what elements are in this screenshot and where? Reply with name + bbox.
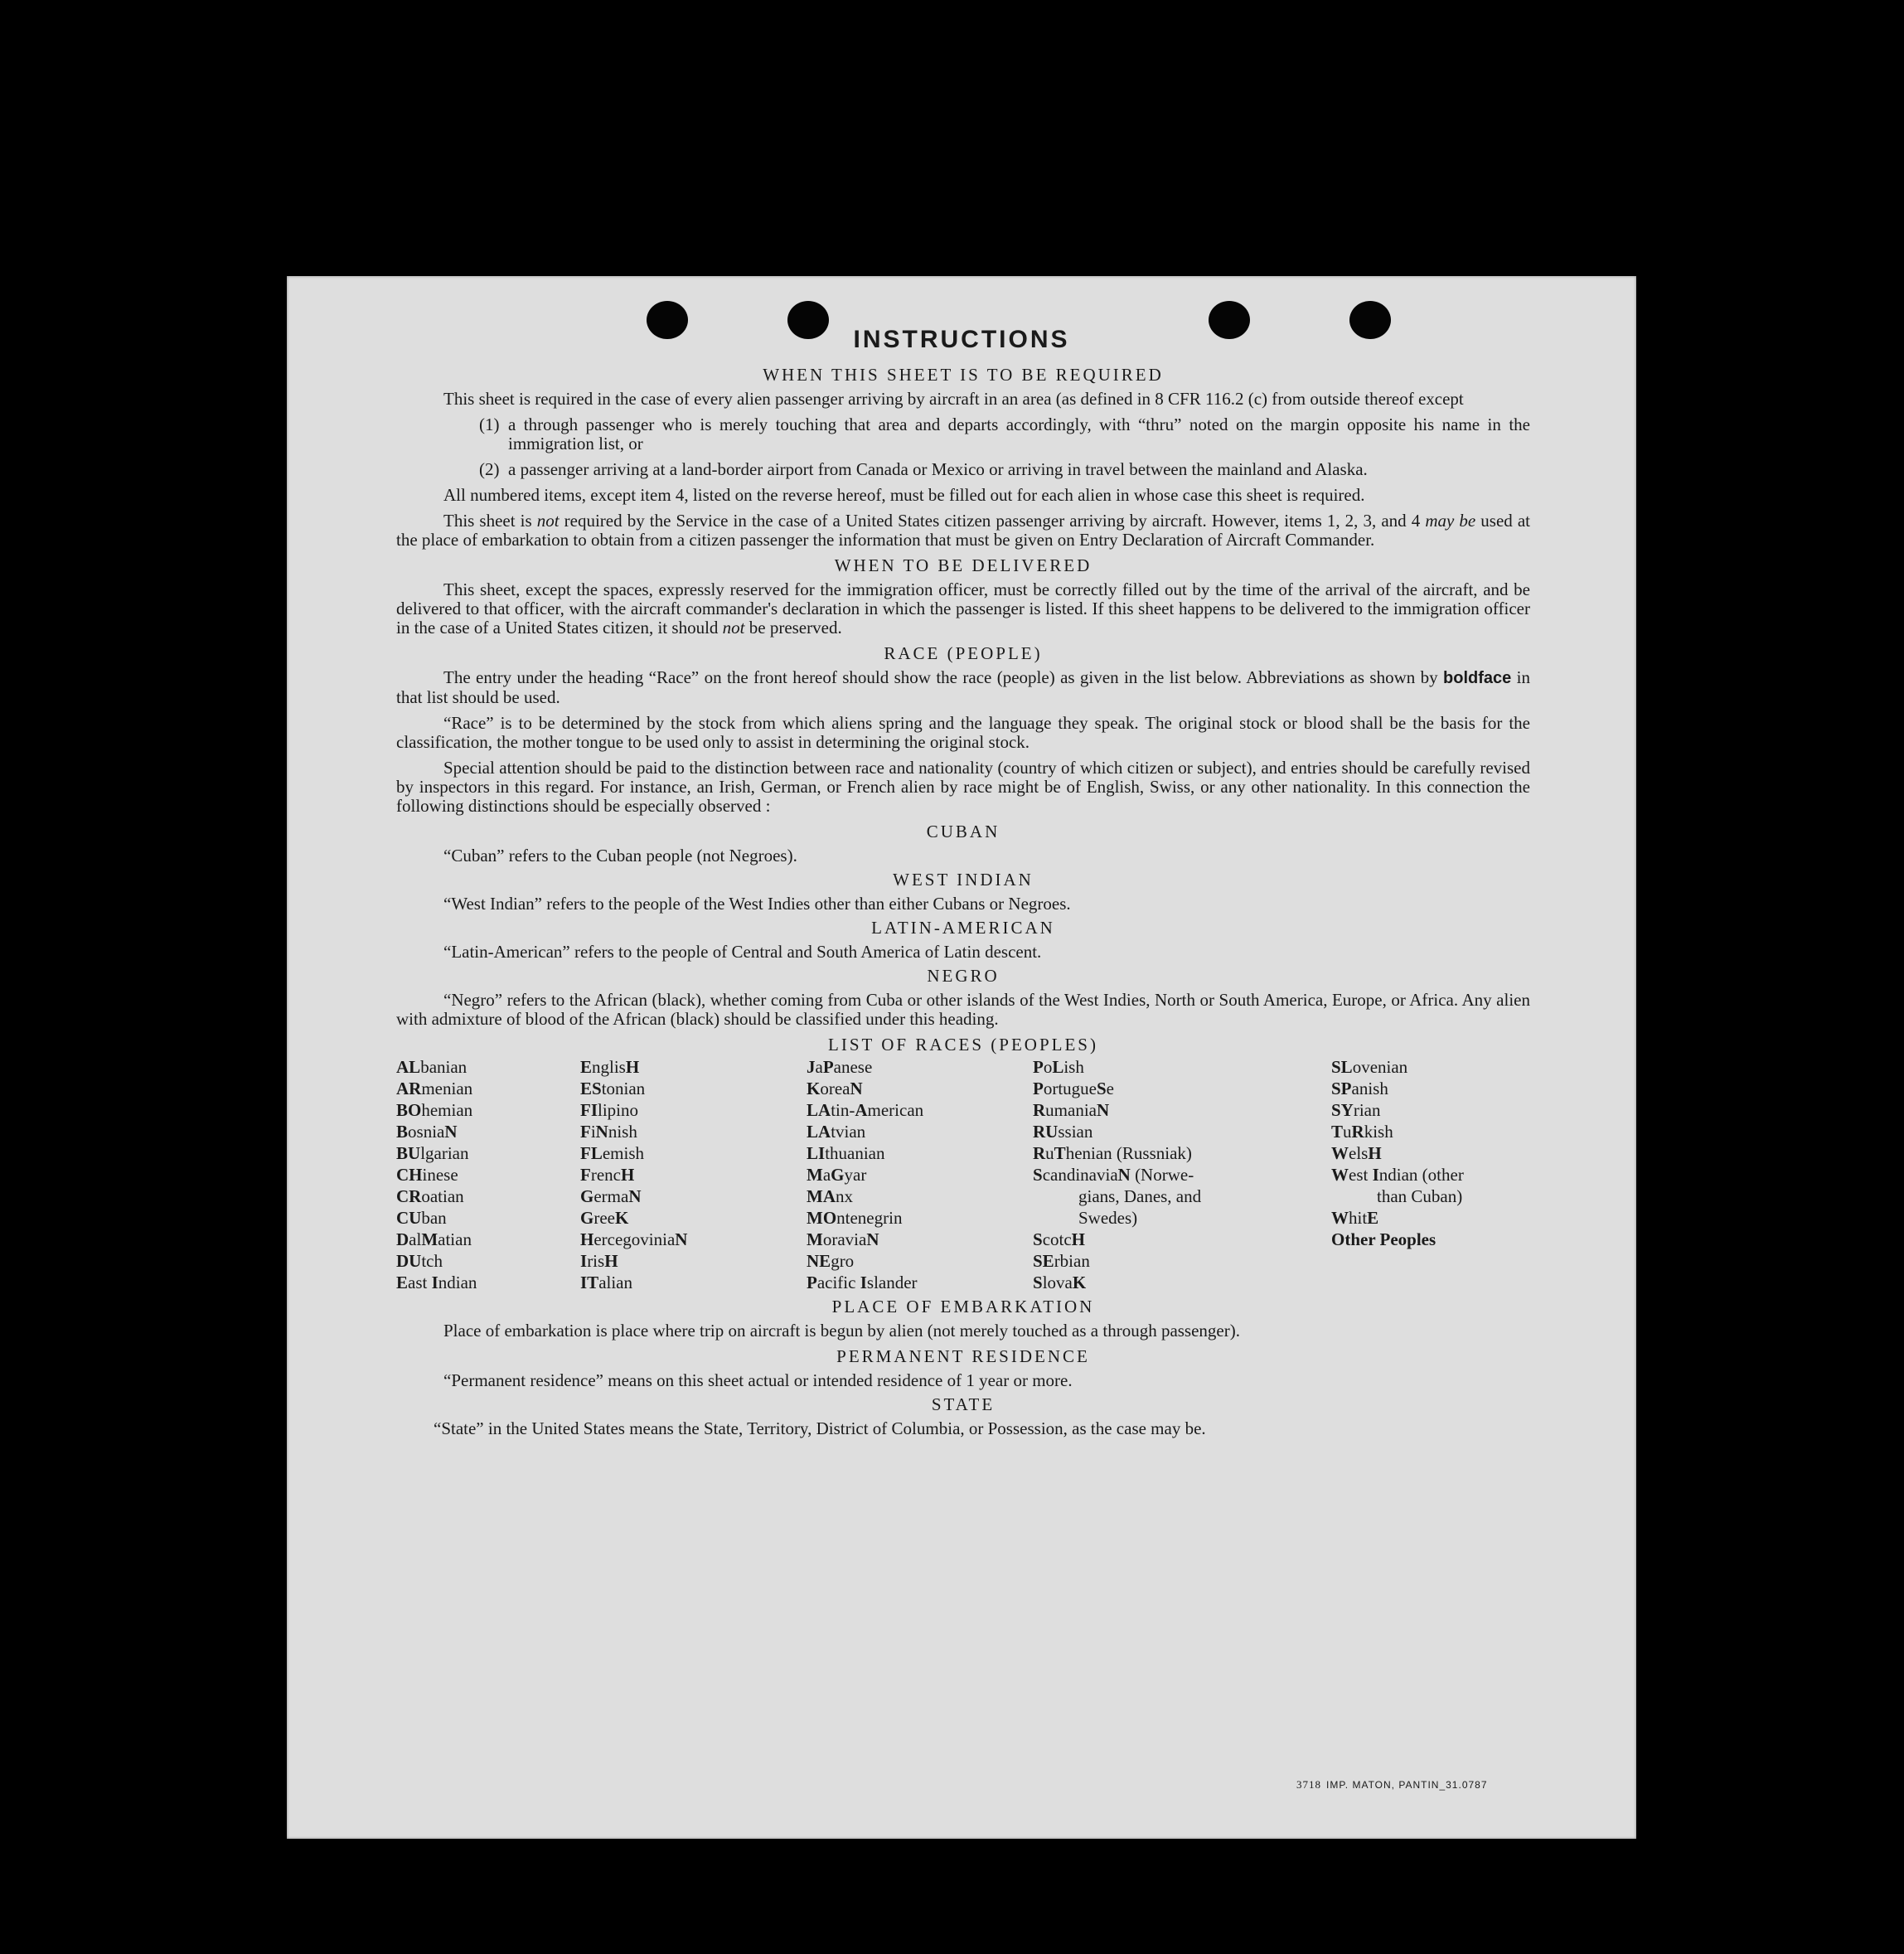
paragraph: All numbered items, except item 4, listed on the reverse hereof, must be filled out for each alien in whose case this sheet is required. [443,485,1365,505]
race-entry-continuation: gians, Danes, and [1078,1186,1202,1206]
paragraph: This sheet is not required by the Service in the case of a United States citizen passenger arriving by aircraft. However, items 1, 2, 3, and 4 may be used at the place of embarkation to obtain from a citizen passenger the information that must be given on Entry Declaration of Aircraft Commander. [396,511,1531,550]
instruction-sheet [287,276,1636,1839]
race-entry: East Indian [396,1273,477,1292]
race-entry: JaPanese [807,1057,873,1077]
paragraph: “Negro” refers to the African (black), whether coming from Cuba or other islands of the West Indies, North or South America, Europe, or Africa. Any alien with admixture of blood of the African (black) should be classified under this heading. [396,990,1530,1029]
race-entry: IrisH [580,1251,618,1271]
race-entry: RUssian [1033,1122,1093,1142]
race-entry: GreeK [580,1208,629,1228]
race-entry-continuation: Swedes) [1078,1208,1138,1228]
heading-when-required: WHEN THIS SHEET IS TO BE REQUIRED [763,365,1164,385]
race-entry: ALbanian [396,1057,468,1077]
race-entry: SYrian [1331,1100,1381,1120]
race-entry: KoreaN [807,1079,863,1098]
race-entry: SErbian [1033,1251,1090,1271]
race-entry: FIlipino [580,1100,639,1120]
race-entry: SlovaK [1033,1273,1087,1292]
paragraph: “Latin-American” refers to the people of Central and South America of Latin descent. [443,942,1042,962]
race-column [580,1056,687,1293]
race-entry: TuRkish [1331,1122,1393,1142]
race-entry: WhitE [1331,1208,1379,1228]
race-entry: EnglisH [580,1057,640,1077]
race-entry: DUtch [396,1251,443,1271]
race-entry: GermaN [580,1186,642,1206]
race-entry: LIthuanian [807,1143,885,1163]
exception-item: (2) a passenger arriving at a land-border airport from Canada or Mexico or arriving in travel between the mainland and Alaska. [479,459,1368,479]
race-entry-continuation: than Cuban) [1377,1186,1463,1206]
paragraph: “Race” is to be determined by the stock from which aliens spring and the language they speak. The original stock or blood shall be the basis for the classification, the mother tongue to be used only to assist in determining the original stock. [396,713,1530,752]
race-entry: EStonian [580,1079,646,1098]
race-entry: PortugueSe [1033,1079,1114,1098]
race-entry: ARmenian [396,1079,473,1098]
race-entry: Other Peoples [1331,1229,1436,1249]
race-entry: MAnx [807,1186,853,1206]
document-title: INSTRUCTIONS [853,326,1070,353]
race-entry: WelsH [1331,1143,1382,1163]
race-entry: BOhemian [396,1100,473,1120]
printer-imprint: 3718 IMP. MATON, PANTIN_31.0787 [1296,1778,1488,1791]
race-entry: BUlgarian [396,1143,469,1163]
race-entry: CUban [396,1208,447,1228]
race-entry: FrencH [580,1165,635,1185]
race-entry: MOntenegrin [807,1208,903,1228]
heading-west-indian: WEST INDIAN [893,870,1034,890]
instructions-body [396,361,1530,1443]
race-entry: HercegoviniaN [580,1229,688,1249]
paragraph: “Permanent residence” means on this sheet actual or intended residence of 1 year or more. [443,1370,1073,1390]
race-entry: BosniaN [396,1122,458,1142]
heading-latin-american: LATIN-AMERICAN [871,918,1055,938]
race-entry: CHinese [396,1165,458,1185]
heading-negro: NEGRO [927,966,1000,986]
race-entry: West Indian (other [1331,1165,1464,1185]
race-column [807,1056,923,1293]
heading-permanent-residence: PERMANENT RESIDENCE [836,1346,1090,1366]
race-column [1033,1056,1201,1293]
heading-cuban: CUBAN [926,822,1000,841]
heading-list-of-races: LIST OF RACES (PEOPLES) [828,1035,1098,1055]
paragraph: Place of embarkation is place where trip on aircraft is begun by alien (not merely touched as a through passenger). [443,1321,1240,1341]
paragraph: This sheet is required in the case of every alien passenger arriving by aircraft in an area (as defined in 8 CFR 116.2 (c) from outside thereof except [443,389,1464,409]
race-list [396,1056,1530,1292]
race-entry: ITalian [580,1273,632,1292]
race-entry: SPanish [1331,1079,1388,1098]
race-entry: RumaniaN [1033,1100,1110,1120]
paragraph: “State” in the United States means the State, Territory, District of Columbia, or Possession, as the case may be. [434,1418,1206,1438]
race-entry: Pacific Islander [807,1273,918,1292]
race-entry: LAtvian [807,1122,866,1142]
race-entry: ScandinaviaN (Norwe- [1033,1165,1194,1185]
race-column [396,1056,477,1293]
heading-race: RACE (PEOPLE) [884,643,1043,663]
exception-item: (1) a through passenger who is merely touching that area and departs accordingly, with “thru” noted on the margin opposite his name in the immigration list, or [479,415,1530,453]
race-entry: CRoatian [396,1186,464,1206]
race-entry: MoraviaN [807,1229,879,1249]
paragraph: This sheet, except the spaces, expressly reserved for the immigration officer, must be correctly filled out by the time of the arrival of the aircraft, and be delivered to that officer, with the aircraft commander's declaration in which the passenger is listed. If this sheet happens to be delivered to the immigration officer in the case of a United States citizen, it should not be preserved. [396,579,1530,638]
race-entry: LAtin-American [807,1100,924,1120]
race-entry: MaGyar [807,1165,867,1185]
race-entry: NEgro [807,1251,855,1271]
race-column [1331,1056,1464,1250]
race-entry: DalMatian [396,1229,472,1249]
race-entry: SLovenian [1331,1057,1408,1077]
heading-state: STATE [931,1394,996,1414]
heading-when-delivered: WHEN TO BE DELIVERED [834,555,1092,575]
race-entry: RuThenian (Russniak) [1033,1143,1192,1163]
race-entry: FiNnish [580,1122,637,1142]
race-entry: PoLish [1033,1057,1084,1077]
race-entry: ScotcH [1033,1229,1086,1249]
paragraph: The entry under the heading “Race” on the front hereof should show the race (people) as given in the list below. Abbreviations as shown by boldface in that list should be used. [396,667,1530,707]
paragraph: “West Indian” refers to the people of the West Indies other than either Cubans or Negroes. [443,894,1071,914]
paragraph: Special attention should be paid to the distinction between race and nationality (country of which citizen or subject), and entries should be carefully revised by inspectors in this regard. For instance, an Irish, German, or French alien by race might be of English, Swiss, or any other nationality. In this connection the following distinctions should be especially observed : [396,758,1530,816]
race-entry: FLemish [580,1143,645,1163]
heading-embarkation: PLACE OF EMBARKATION [831,1297,1095,1316]
paragraph: “Cuban” refers to the Cuban people (not Negroes). [443,846,797,865]
